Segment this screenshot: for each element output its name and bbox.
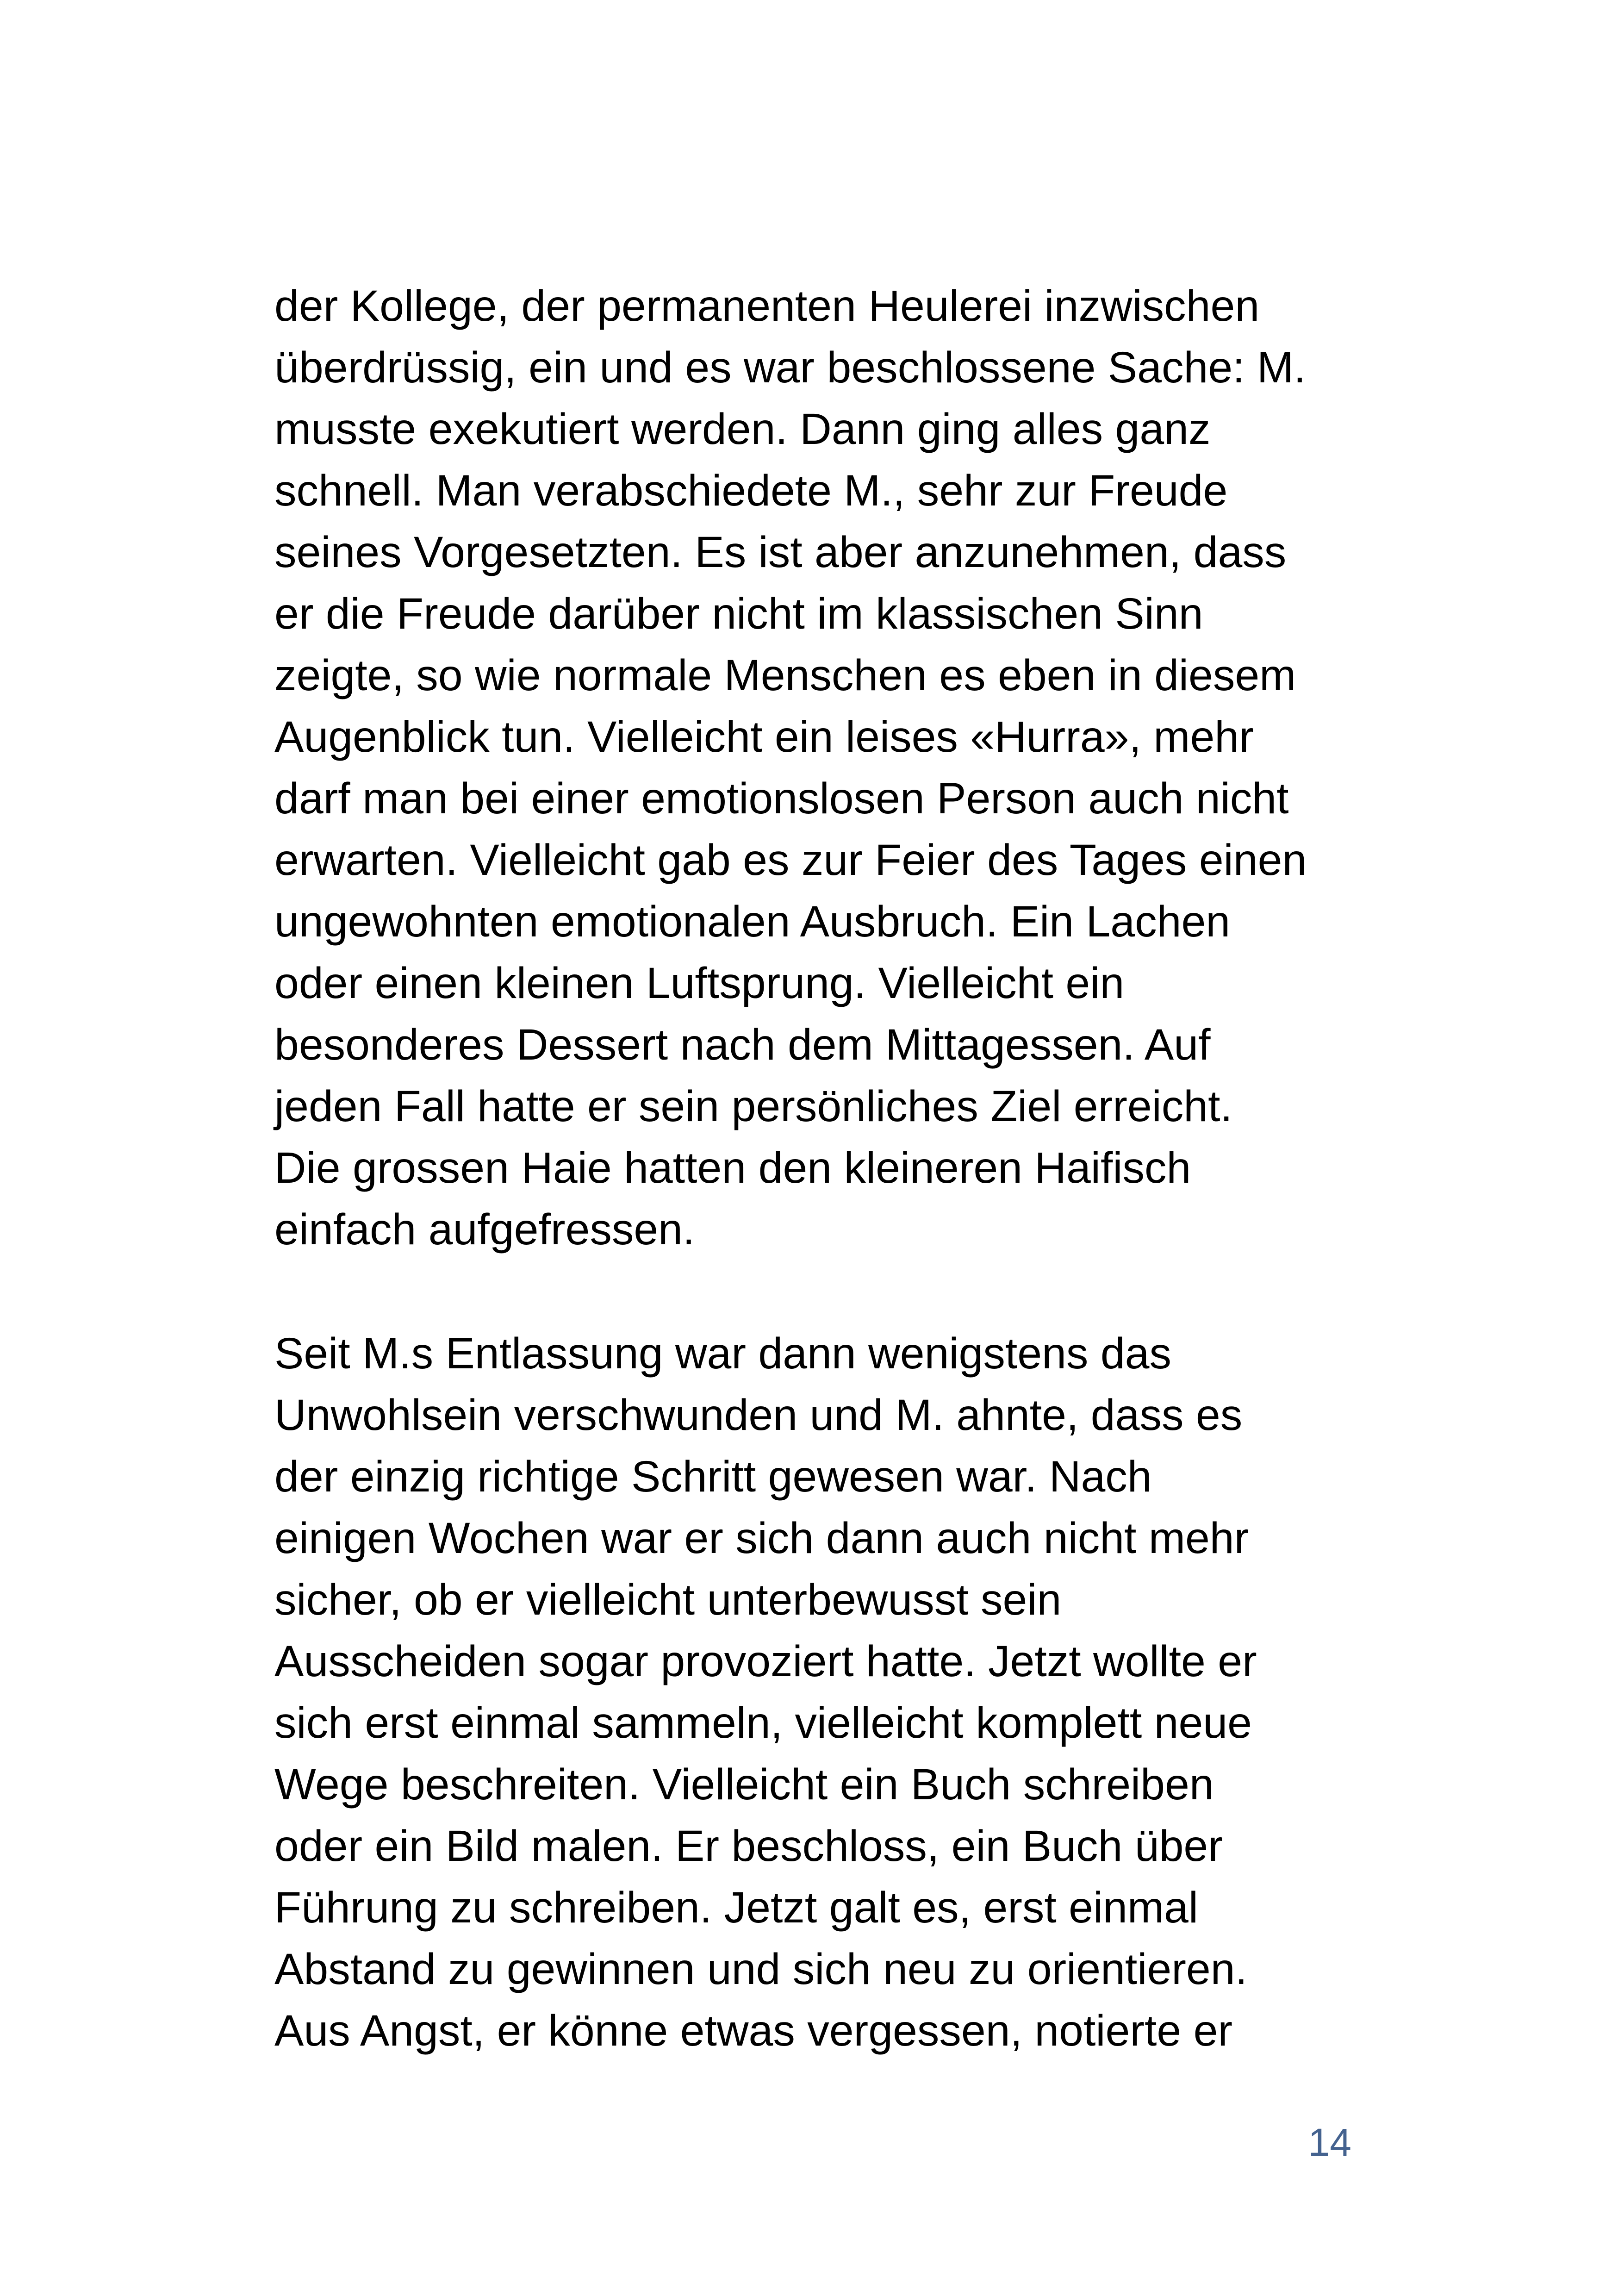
text-line: einfach aufgefressen. — [274, 1205, 695, 1254]
paragraph-1 — [274, 275, 1367, 1260]
text-line: sicher, ob er vielleicht unterbewusst sein — [274, 1575, 1062, 1624]
text-line: ungewohnten emotionalen Ausbruch. Ein Lachen — [274, 897, 1231, 946]
text-line: Seit M.s Entlassung war dann wenigstens das — [274, 1329, 1171, 1378]
text-line: schnell. Man verabschiedete M., sehr zur Freude — [274, 466, 1228, 515]
text-line: er die Freude darüber nicht im klassischen Sinn — [274, 589, 1203, 638]
text-line: einigen Wochen war er sich dann auch nicht mehr — [274, 1514, 1249, 1563]
text-line: erwarten. Vielleicht gab es zur Feier des Tages einen — [274, 836, 1307, 885]
text-line: Unwohlsein verschwunden und M. ahnte, dass es — [274, 1391, 1243, 1440]
text-line: überdrüssig, ein und es war beschlossene Sache: M. — [274, 343, 1306, 392]
text-line: Aus Angst, er könne etwas vergessen, notierte er — [274, 2006, 1233, 2055]
page-number: 14 — [1308, 2121, 1351, 2164]
text-line: oder ein Bild malen. Er beschloss, ein Buch über — [274, 1822, 1223, 1871]
text-line: Die grossen Haie hatten den kleineren Haifisch — [274, 1143, 1191, 1192]
text-line: Führung zu schreiben. Jetzt galt es, erst einmal — [274, 1883, 1198, 1932]
text-line: musste exekutiert werden. Dann ging alles ganz — [274, 405, 1211, 454]
paragraph-2 — [274, 1323, 1367, 2062]
text-line: Abstand zu gewinnen und sich neu zu orientieren. — [274, 1945, 1247, 1994]
text-line: seines Vorgesetzten. Es ist aber anzunehmen, dass — [274, 528, 1287, 577]
text-line: oder einen kleinen Luftsprung. Vielleicht ein — [274, 959, 1125, 1008]
text-line: sich erst einmal sammeln, vielleicht komplett neue — [274, 1698, 1252, 1747]
text-line: der einzig richtige Schritt gewesen war. Nach — [274, 1452, 1152, 1501]
text-line: besonderes Dessert nach dem Mittagessen. Auf — [274, 1020, 1211, 1069]
text-line: jeden Fall hatte er sein persönliches Ziel erreicht. — [274, 1082, 1232, 1131]
text-line: Augenblick tun. Vielleicht ein leises «Hurra», mehr — [274, 712, 1254, 761]
text-line: der Kollege, der permanenten Heulerei inzwischen — [274, 281, 1260, 331]
text-line: Ausscheiden sogar provoziert hatte. Jetzt wollte er — [274, 1637, 1257, 1686]
text-line: Wege beschreiten. Vielleicht ein Buch schreiben — [274, 1760, 1214, 1809]
text-line: darf man bei einer emotionslosen Person auch nicht — [274, 774, 1289, 823]
text-line: zeigte, so wie normale Menschen es eben in diesem — [274, 651, 1296, 700]
